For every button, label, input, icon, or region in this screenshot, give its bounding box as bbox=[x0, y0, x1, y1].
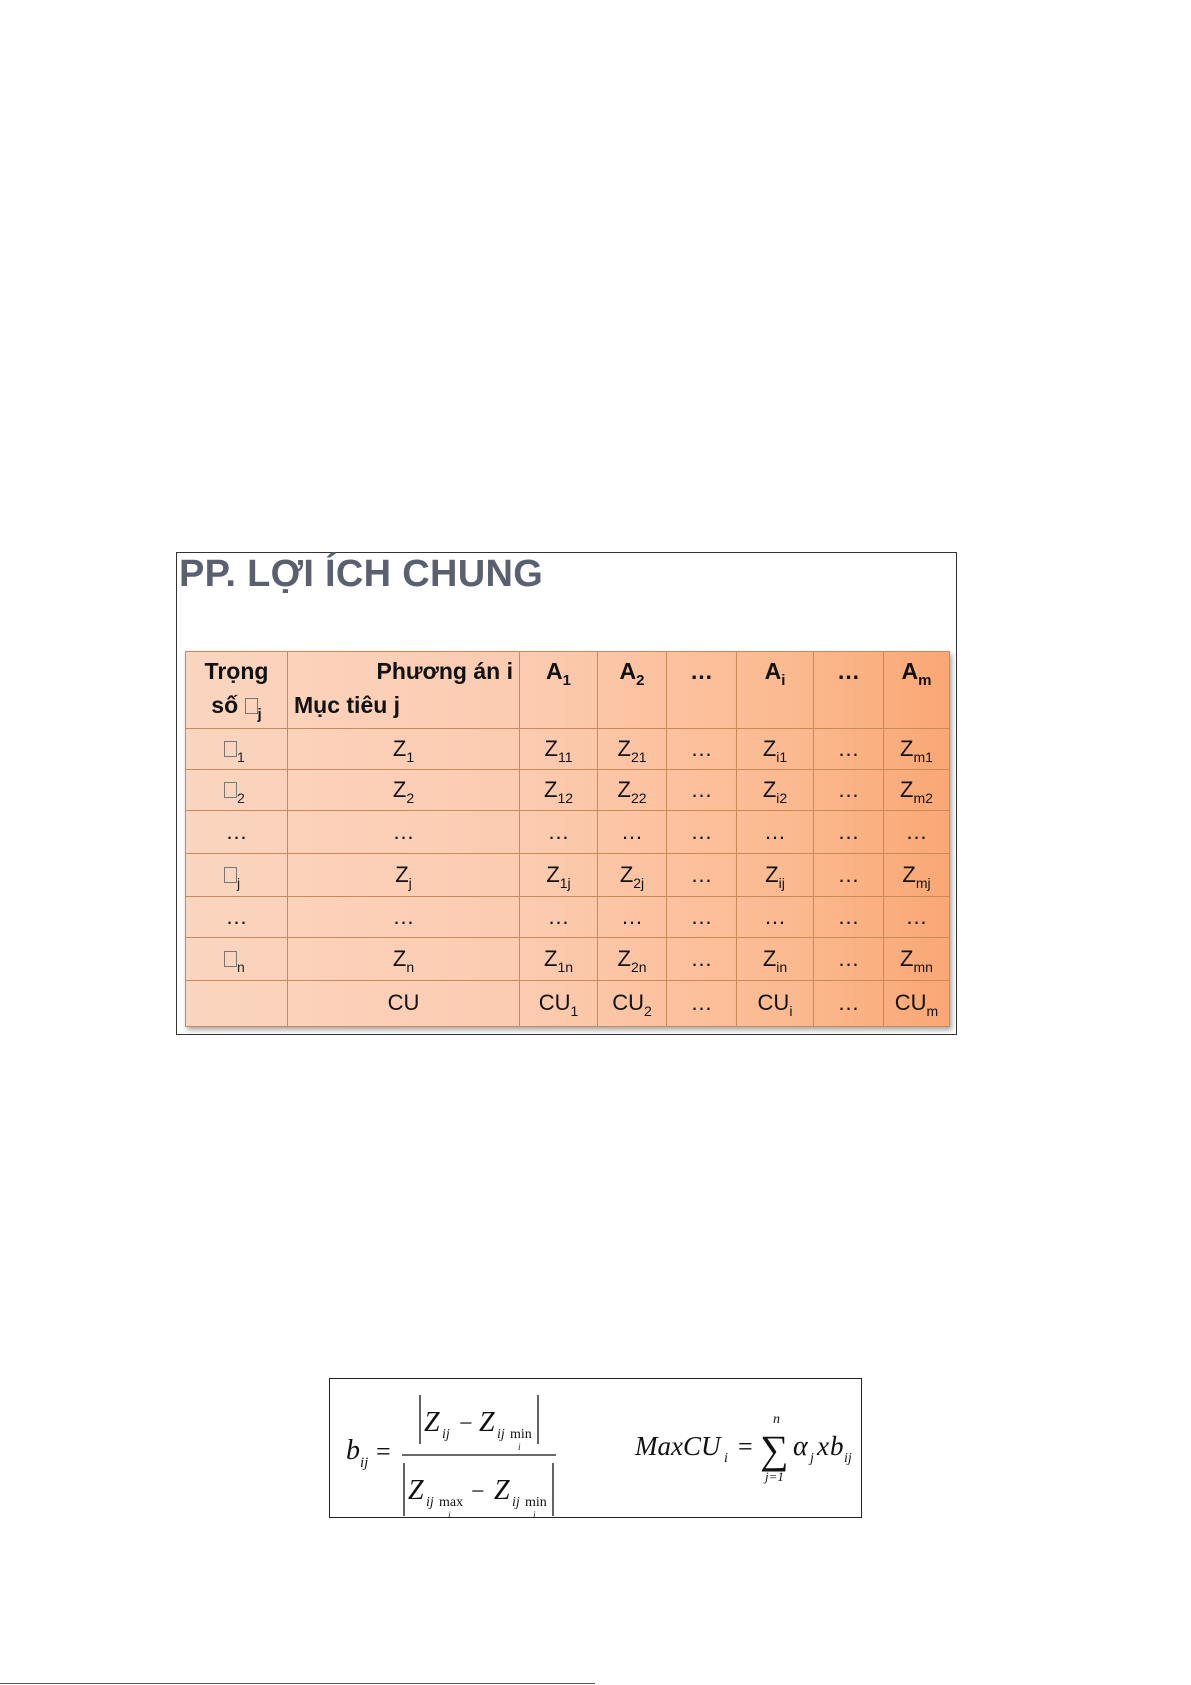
goal-cell: $Z_n$ bbox=[288, 937, 520, 980]
weight-header bbox=[186, 652, 288, 729]
formula-eq: = bbox=[376, 1437, 391, 1466]
weight-header-line1: Trọng bbox=[204, 658, 269, 684]
formula-z: Z bbox=[424, 1407, 440, 1438]
value-cell: … bbox=[667, 980, 737, 1026]
svg-text:Z: Z bbox=[479, 1407, 495, 1438]
value-cell: … bbox=[884, 810, 950, 853]
weight-cell: … bbox=[186, 810, 288, 853]
value-cell: $Z_{11}$ bbox=[520, 728, 598, 769]
table-row bbox=[186, 980, 950, 1026]
alt-header: $A_i$ bbox=[737, 652, 814, 729]
option-header: Phương án i bbox=[376, 658, 513, 684]
value-cell: … bbox=[814, 980, 884, 1026]
goal-header: Mục tiêu j bbox=[294, 692, 401, 718]
formula-box bbox=[329, 1378, 862, 1518]
value-cell: $Z_{22}$ bbox=[598, 769, 667, 810]
value-cell: … bbox=[667, 853, 737, 896]
svg-text:min: min bbox=[510, 1427, 532, 1442]
value-cell: … bbox=[814, 937, 884, 980]
value-cell: $CU_i$ bbox=[737, 980, 814, 1026]
value-cell: … bbox=[667, 728, 737, 769]
svg-text:max: max bbox=[439, 1495, 464, 1510]
svg-text:ij: ij bbox=[497, 1427, 505, 1442]
value-cell: … bbox=[814, 853, 884, 896]
svg-text:Z: Z bbox=[408, 1475, 424, 1506]
value-cell: $Z_{i1}$ bbox=[737, 728, 814, 769]
svg-text:ij: ij bbox=[844, 1451, 852, 1466]
goal-cell: $Z_2$ bbox=[288, 769, 520, 810]
value-cell: $Z_{1j}$ bbox=[520, 853, 598, 896]
table-row bbox=[186, 853, 950, 896]
value-cell: … bbox=[598, 896, 667, 937]
table-row bbox=[186, 896, 950, 937]
formula-b: b bbox=[346, 1435, 360, 1466]
goal-cell: … bbox=[288, 896, 520, 937]
utility-table bbox=[185, 651, 950, 1027]
svg-text:−: − bbox=[459, 1411, 473, 1437]
goal-cell: … bbox=[288, 810, 520, 853]
value-cell: … bbox=[667, 769, 737, 810]
svg-text:i: i bbox=[724, 1451, 728, 1466]
svg-text:i: i bbox=[448, 1510, 451, 1519]
alt-header: … bbox=[667, 652, 737, 729]
formula-b-sub: ij bbox=[360, 1455, 369, 1471]
value-cell: … bbox=[667, 937, 737, 980]
value-cell: … bbox=[814, 810, 884, 853]
weight-header-sub: j bbox=[257, 706, 262, 723]
value-cell: $CU_m$ bbox=[884, 980, 950, 1026]
value-cell: … bbox=[814, 728, 884, 769]
svg-text:j: j bbox=[810, 1451, 814, 1466]
alt-header: … bbox=[814, 652, 884, 729]
alt-header: $A_1$ bbox=[520, 652, 598, 729]
weight-cell: … bbox=[186, 896, 288, 937]
value-cell: $Z_{m2}$ bbox=[884, 769, 950, 810]
value-cell: … bbox=[814, 896, 884, 937]
svg-text:i: i bbox=[533, 1510, 536, 1519]
value-cell: $Z_{mn}$ bbox=[884, 937, 950, 980]
table-row bbox=[186, 769, 950, 810]
svg-text:α: α bbox=[793, 1431, 808, 1462]
value-cell: … bbox=[667, 896, 737, 937]
goal-cell: $Z_j$ bbox=[288, 853, 520, 896]
value-cell: $Z_{1n}$ bbox=[520, 937, 598, 980]
svg-text:−: − bbox=[471, 1479, 485, 1505]
table-row bbox=[186, 728, 950, 769]
value-cell: … bbox=[737, 810, 814, 853]
missing-glyph-box bbox=[224, 867, 237, 883]
slide-frame bbox=[176, 552, 957, 1035]
missing-glyph-box bbox=[224, 741, 237, 757]
svg-text:=: = bbox=[738, 1432, 753, 1461]
value-cell: $Z_{2j}$ bbox=[598, 853, 667, 896]
svg-text:j=1: j=1 bbox=[765, 1469, 784, 1484]
footer-rule bbox=[0, 1683, 595, 1684]
missing-glyph-box bbox=[245, 698, 258, 714]
svg-text:ij: ij bbox=[426, 1495, 434, 1510]
value-cell: $Z_{12}$ bbox=[520, 769, 598, 810]
weight-cell: 1 bbox=[186, 728, 288, 769]
slide-title: PP. LỢI ÍCH CHUNG bbox=[179, 553, 544, 595]
svg-text:b: b bbox=[830, 1431, 844, 1461]
table-row bbox=[186, 937, 950, 980]
weight-header-line2: số bbox=[211, 692, 245, 718]
value-cell: … bbox=[737, 896, 814, 937]
weight-cell: n bbox=[186, 937, 288, 980]
weight-cell: j bbox=[186, 853, 288, 896]
svg-text:min: min bbox=[525, 1495, 547, 1510]
alt-header: $A_2$ bbox=[598, 652, 667, 729]
formula-sigma: ∑ bbox=[760, 1427, 789, 1472]
value-cell: $Z_{ij}$ bbox=[737, 853, 814, 896]
value-cell: … bbox=[814, 769, 884, 810]
formula-maxcu: MaxCU bbox=[635, 1431, 721, 1461]
svg-text:n: n bbox=[773, 1412, 780, 1427]
table-row bbox=[186, 810, 950, 853]
svg-text:Z: Z bbox=[494, 1475, 510, 1506]
svg-text:ij: ij bbox=[442, 1427, 450, 1442]
value-cell: $Z_{m1}$ bbox=[884, 728, 950, 769]
value-cell: $Z_{in}$ bbox=[737, 937, 814, 980]
option-goal-header bbox=[288, 652, 520, 729]
value-cell: … bbox=[884, 896, 950, 937]
alt-header: $A_m$ bbox=[884, 652, 950, 729]
value-cell: $Z_{mj}$ bbox=[884, 853, 950, 896]
value-cell: $CU_1$ bbox=[520, 980, 598, 1026]
value-cell: $Z_{i2}$ bbox=[737, 769, 814, 810]
value-cell: $Z_{2n}$ bbox=[598, 937, 667, 980]
missing-glyph-box bbox=[224, 951, 237, 967]
value-cell: … bbox=[598, 810, 667, 853]
value-cell: $Z_{21}$ bbox=[598, 728, 667, 769]
missing-glyph-box bbox=[224, 782, 237, 798]
formula-svg bbox=[330, 1379, 863, 1519]
weight-cell: 2 bbox=[186, 769, 288, 810]
svg-text:x: x bbox=[817, 1431, 829, 1461]
value-cell: … bbox=[520, 896, 598, 937]
value-cell: … bbox=[520, 810, 598, 853]
value-cell: … bbox=[667, 810, 737, 853]
goal-cell: CU bbox=[288, 980, 520, 1026]
svg-text:ij: ij bbox=[512, 1495, 520, 1510]
svg-text:i: i bbox=[518, 1442, 521, 1452]
weight-cell bbox=[186, 980, 288, 1026]
goal-cell: $Z_1$ bbox=[288, 728, 520, 769]
table-header-row bbox=[186, 652, 950, 729]
value-cell: $CU_2$ bbox=[598, 980, 667, 1026]
